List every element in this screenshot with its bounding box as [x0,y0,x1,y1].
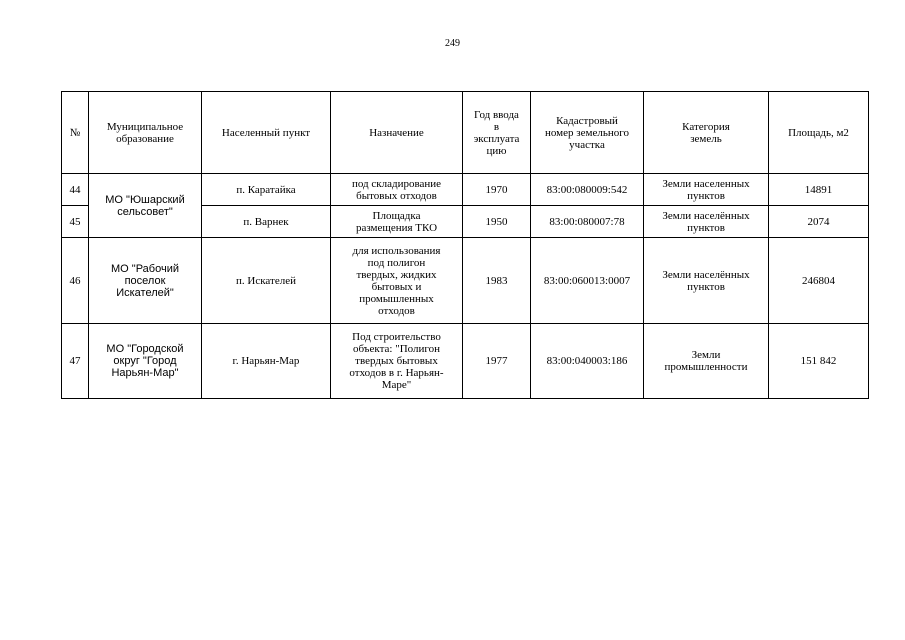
cell-purpose: для использования под полигон твердых, жидких бытовых и промышленных отходов [331,238,463,324]
cell-year: 1970 [463,174,531,206]
header-settlement: Населенный пункт [202,92,331,174]
table-row [62,174,869,206]
header-cadastral: Кадастровый номер земельного участка [531,92,644,174]
table-header-row [62,92,869,174]
landfill-register-table [61,91,869,399]
cell-year: 1983 [463,238,531,324]
cell-number: 45 [62,206,89,238]
cell-purpose: под складирование бытовых отходов [331,174,463,206]
page-number: 249 [445,38,460,49]
cell-municipality: МО "Городской округ "Город Нарьян-Мар" [89,324,202,399]
cell-area: 246804 [769,238,869,324]
cell-settlement: г. Нарьян-Мар [202,324,331,399]
table-row [62,324,869,399]
cell-year: 1977 [463,324,531,399]
cell-category: Земли населённых пунктов [644,238,769,324]
cell-number: 44 [62,174,89,206]
table-row [62,238,869,324]
cell-cadastral: 83:00:040003:186 [531,324,644,399]
cell-settlement: п. Каратайка [202,174,331,206]
cell-number: 46 [62,238,89,324]
header-number: № [62,92,89,174]
header-purpose: Назначение [331,92,463,174]
header-category: Категория земель [644,92,769,174]
cell-area: 14891 [769,174,869,206]
header-area: Площадь, м2 [769,92,869,174]
cell-year: 1950 [463,206,531,238]
cell-category: Земли населённых пунктов [644,206,769,238]
cell-settlement: п. Варнек [202,206,331,238]
cell-category: Земли населенных пунктов [644,174,769,206]
cell-municipality: МО "Рабочий поселок Искателей" [89,238,202,324]
cell-category: Земли промышленности [644,324,769,399]
header-year: Год ввода в эксплуата цию [463,92,531,174]
cell-purpose: Площадка размещения ТКО [331,206,463,238]
cell-purpose: Под строительство объекта: "Полигон твердых бытовых отходов в г. Нарьян- Маре" [331,324,463,399]
header-municipality: Муниципальное образование [89,92,202,174]
cell-area: 2074 [769,206,869,238]
cell-municipality: МО "Юшарский сельсовет" [89,174,202,238]
cell-settlement: п. Искателей [202,238,331,324]
cell-cadastral: 83:00:080007:78 [531,206,644,238]
cell-cadastral: 83:00:060013:0007 [531,238,644,324]
cell-number: 47 [62,324,89,399]
cell-cadastral: 83:00:080009:542 [531,174,644,206]
cell-area: 151 842 [769,324,869,399]
